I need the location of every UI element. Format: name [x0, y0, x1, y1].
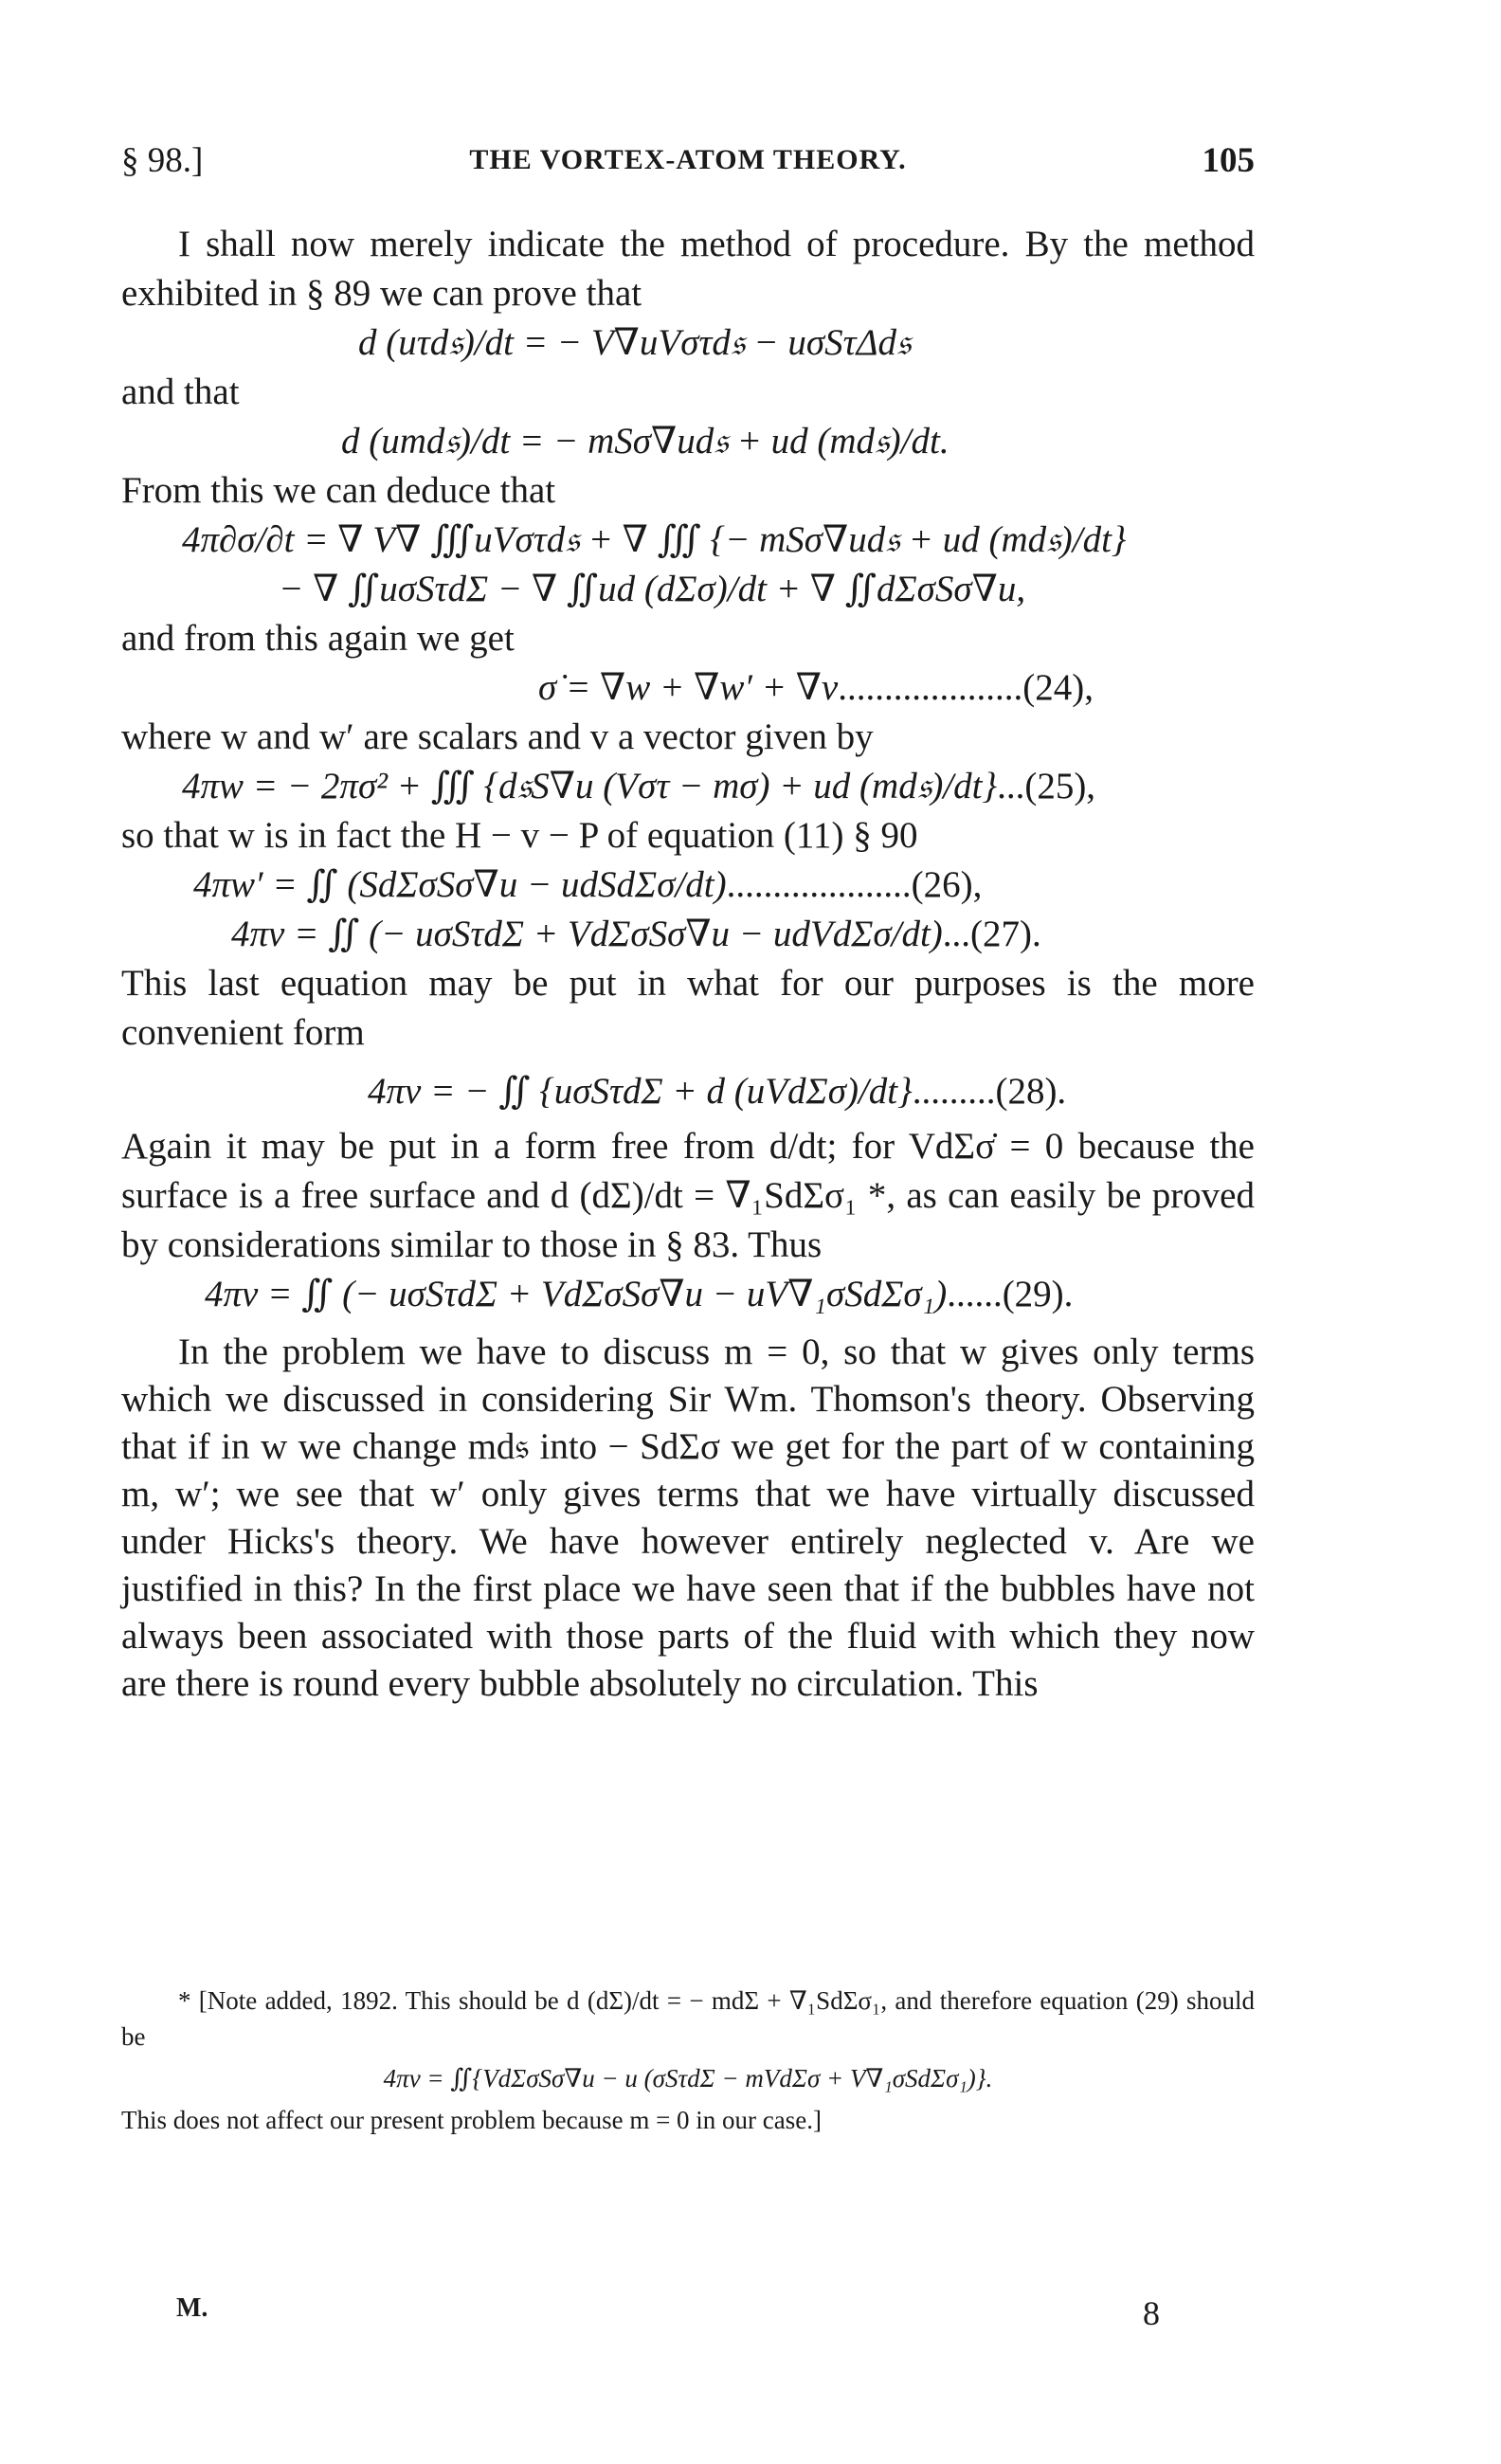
page-number: 105 — [1202, 141, 1255, 180]
paragraph-problem: In the problem we have to discuss m = 0, so that w gives only terms which we discussed in considering Sir Wm. Thomson's theory. Observing that if in w we change md𝔰 into − SdΣσ we get for the part of w containing m, w′; we see that w′ only gives terms that we have virtually discussed under Hicks's theory. We have however entirely neglected v. Are we justified in this? In the first place we have seen that if the bubbles have not always been associated with those parts of the fluid with which they now are there is round every bubble absolutely no circulation. This — [121, 1332, 1255, 1704]
equation-3a: 4π∂σ/∂t = ∇ V∇ ∭uVστd𝔰 + ∇ ∭ {− mSσ∇ud𝔰 + ud (md𝔰)/dt} — [182, 519, 1127, 560]
equation-29-number: ......(29). — [947, 1274, 1074, 1314]
equation-28 — [121, 1067, 1255, 1116]
footnote-equation: 4πv = ∬{VdΣσSσ∇u − u (σSτdΣ − mVdΣσ + V∇₁σSdΣσ₁)}. — [383, 2064, 993, 2093]
equation-24-number: ....................(24), — [838, 667, 1094, 708]
equation-25 — [121, 762, 1255, 811]
equation-24-body: σ̇ = ∇w + ∇w′ + ∇v — [538, 667, 839, 708]
section-number: § 98.] — [121, 141, 204, 180]
sheet-number: 8 — [1143, 2294, 1160, 2332]
equation-26-body: 4πw′ = ∬ (SdΣσSσ∇u − udSdΣσ/dt) — [193, 864, 727, 905]
equation-27-body: 4πv = ∬ (− uσSτdΣ + VdΣσSσ∇u − udVdΣσ/dt) — [231, 914, 943, 954]
footnote — [121, 1983, 1255, 2138]
equation-29 — [121, 1270, 1255, 1319]
paragraph-deduce: From this we can deduce that — [121, 470, 556, 511]
equation-25-body: 4πw = − 2πσ² + ∭ {d𝔰S∇u (Vστ − mσ) + ud (md𝔰)/dt} — [182, 766, 998, 806]
footnote-text-1: * [Note added, 1892. This should be d (dΣ)/dt = − mdΣ + ∇₁SdΣσ₁, and therefore equation (29) should be — [121, 1986, 1255, 2051]
paragraph-again: and from this again we get — [121, 618, 515, 659]
equation-28-number: .........(28). — [912, 1071, 1067, 1112]
equation-2: d (umd𝔰)/dt = − mSσ∇ud𝔰 + ud (md𝔰)/dt. — [341, 421, 949, 462]
equation-26 — [121, 861, 1255, 910]
equation-28-body: 4πv = − ∬ {uσSτdΣ + d (uVdΣσ)/dt} — [368, 1071, 913, 1112]
equation-27-number: ...(27). — [942, 914, 1041, 954]
body-text — [121, 220, 1255, 1708]
signature-mark: M. — [176, 2293, 208, 2323]
equation-1: d (uτd𝔰)/dt = − V∇uVστd𝔰 − uσSτΔd𝔰 — [358, 322, 911, 363]
equation-24 — [121, 663, 1255, 713]
paragraph-last-equation: This last equation may be put in what for our purposes is the more convenient form — [121, 963, 1255, 1053]
equation-29-body: 4πv = ∬ (− uσSτdΣ + VdΣσSσ∇u − uV∇₁σSdΣσ₁) — [205, 1274, 948, 1314]
footnote-text-2: This does not affect our present problem because m = 0 in our case.] — [121, 2106, 822, 2134]
text-and-that: and that — [121, 371, 240, 412]
equation-3b: − ∇ ∬uσSτdΣ − ∇ ∬ud (dΣσ)/dt + ∇ ∬dΣσSσ∇u, — [279, 569, 1026, 609]
running-header — [121, 140, 1255, 197]
equation-27 — [121, 910, 1255, 959]
paragraph-where: where w and w′ are scalars and v a vector given by — [121, 716, 874, 757]
paragraph-free-form: Again it may be put in a form free from d/dt; for VdΣσ̇ = 0 because the surface is a free surface and d (dΣ)/dt = ∇₁SdΣσ₁ *, as can easily be proved by considerations similar to those in § 83. Thus — [121, 1126, 1255, 1265]
equation-26-number: ....................(26), — [726, 864, 983, 905]
paragraph-intro: I shall now merely indicate the method of procedure. By the method exhibited in § 89 we can prove that — [121, 224, 1255, 314]
equation-25-number: ...(25), — [997, 766, 1096, 806]
page-footer — [121, 2293, 1255, 2331]
running-title: THE VORTEX-ATOM THEORY. — [469, 144, 907, 175]
paragraph-so-that: so that w is in fact the H − v − P of equation (11) § 90 — [121, 815, 918, 856]
